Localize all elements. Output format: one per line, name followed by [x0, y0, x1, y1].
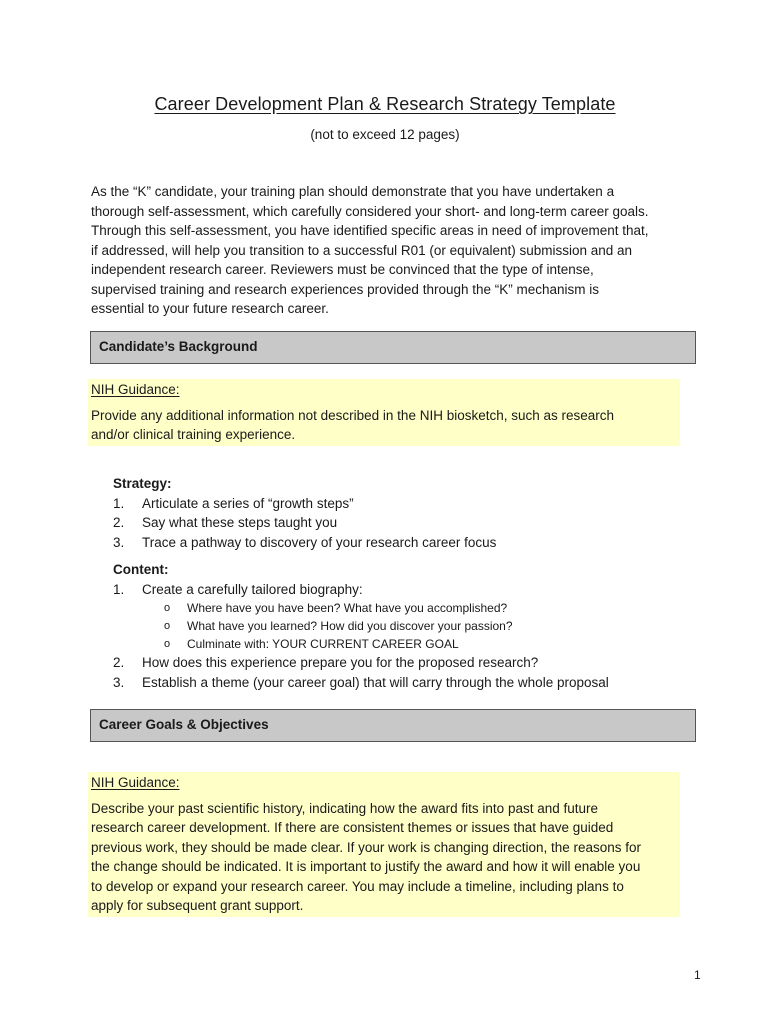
list-text: Create a carefully tailored biography: — [142, 581, 363, 597]
nih-guidance-box-career-goals — [88, 772, 680, 917]
list-text: Trace a pathway to discovery of your research career focus — [142, 534, 497, 550]
strategy-heading: Strategy: — [113, 476, 172, 491]
list-item — [113, 580, 609, 600]
intro-line: if addressed, will help you transition to a successful R01 (or equivalent) submission and an — [91, 242, 633, 258]
list-text: Articulate a series of “growth steps” — [142, 495, 354, 511]
list-number: 3. — [113, 534, 125, 550]
document-subtitle: (not to exceed 12 pages) — [310, 127, 460, 142]
circle-bullet-icon: o — [164, 638, 171, 650]
sub-list-item — [113, 617, 609, 635]
intro-line: independent research career. Reviewers must be convinced that the type of intense, — [91, 262, 594, 277]
section-header-label: Career Goals & Objectives — [99, 717, 269, 732]
sub-list-text: What have you learned? How did you discover your passion? — [187, 619, 513, 633]
content-heading: Content: — [113, 562, 169, 577]
circle-bullet-icon: o — [164, 620, 171, 632]
list-number: 2. — [113, 655, 125, 670]
intro-line: Through this self-assessment, you have identified specific areas in need of improvement that, — [91, 223, 649, 238]
guidance-line: research career development. If there are consistent themes or issues that have guided — [91, 820, 614, 835]
guidance-line: Provide any additional information not described in the NIH biosketch, such as research — [91, 407, 615, 423]
guidance-line: the change should be indicated. It is important to justify the award and how it will enable you — [91, 859, 641, 874]
intro-line: thorough self-assessment, which carefully considered your short- and long-term career goals. — [91, 203, 649, 219]
list-number: 1. — [113, 495, 125, 511]
list-number: 1. — [113, 581, 125, 597]
sub-list-text: Where have you have been? What have you accomplished? — [187, 601, 508, 615]
page-number: 1 — [694, 968, 701, 982]
sub-list-item — [113, 635, 609, 653]
nih-guidance-text — [88, 406, 680, 445]
intro-line: As the “K” candidate, your training plan should demonstrate that you have undertaken a — [91, 184, 615, 199]
nih-guidance-heading: NIH Guidance: — [91, 775, 180, 790]
sub-list-item — [113, 599, 609, 617]
list-item — [113, 653, 609, 673]
list-item — [113, 533, 496, 553]
list-text: How does this experience prepare you for the proposed research? — [142, 655, 539, 670]
list-text: Establish a theme (your career goal) that will carry through the whole proposal — [142, 674, 609, 690]
list-text: Say what these steps taught you — [142, 515, 338, 530]
guidance-line: to develop or expand your research career. You may include a timeline, including plans to — [91, 878, 624, 894]
section-header-candidates-background — [90, 331, 696, 364]
sub-list-text: Culminate with: YOUR CURRENT CAREER GOAL — [187, 637, 459, 651]
nih-guidance-heading: NIH Guidance: — [91, 382, 180, 397]
sub-list — [113, 599, 609, 653]
strategy-block — [113, 474, 496, 552]
content-block — [113, 560, 609, 692]
intro-paragraph — [91, 182, 686, 319]
guidance-line: and/or clinical training experience. — [91, 427, 296, 442]
intro-line: essential to your future research career. — [91, 301, 329, 316]
guidance-line: previous work, they should be made clear. If your work is changing direction, the reasons for — [91, 839, 642, 855]
list-item — [113, 494, 496, 514]
nih-guidance-box-background — [88, 379, 680, 446]
list-number: 2. — [113, 515, 125, 530]
list-item — [113, 513, 496, 533]
section-header-career-goals — [90, 709, 696, 742]
guidance-line: Describe your past scientific history, indicating how the award fits into past and future — [91, 800, 599, 816]
section-header-label: Candidate’s Background — [99, 339, 258, 354]
circle-bullet-icon: o — [164, 602, 171, 614]
nih-guidance-text — [88, 799, 680, 916]
list-number: 3. — [113, 674, 125, 690]
intro-line: supervised training and research experiences provided through the “K” mechanism is — [91, 281, 600, 297]
list-item — [113, 673, 609, 693]
document-title: Career Development Plan & Research Strategy Template — [154, 94, 616, 114]
guidance-line: apply for subsequent grant support. — [91, 898, 304, 913]
